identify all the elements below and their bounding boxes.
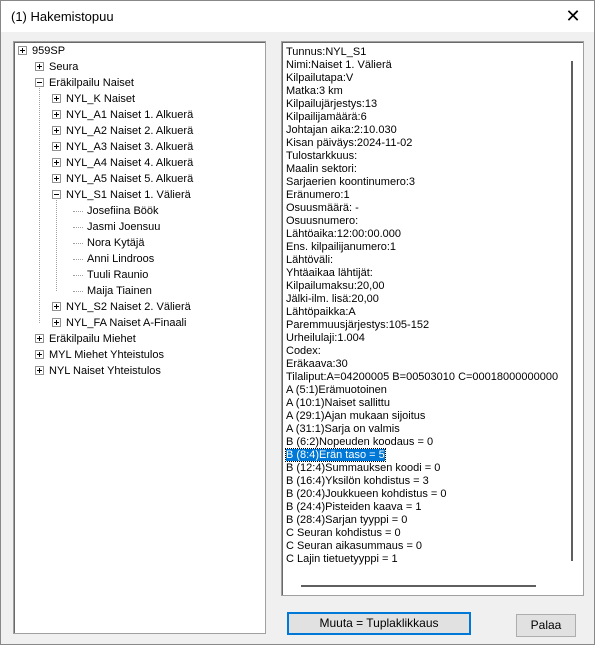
- info-line[interactable]: [286, 280, 384, 293]
- info-line-text: Matka:3 km: [286, 85, 343, 97]
- info-line[interactable]: [286, 46, 366, 59]
- expand-icon[interactable]: [52, 94, 61, 103]
- info-line[interactable]: [286, 241, 396, 254]
- expand-icon[interactable]: [35, 350, 44, 359]
- info-line[interactable]: [286, 540, 422, 553]
- info-line-text: Codex:: [286, 345, 321, 357]
- expand-icon[interactable]: [52, 174, 61, 183]
- edit-button[interactable]: [287, 612, 471, 635]
- tree-item-label: NYL Naiset Yhteistulos: [49, 365, 161, 377]
- info-line[interactable]: [286, 59, 392, 72]
- expand-icon[interactable]: [52, 126, 61, 135]
- tree-item-label: Eräkilpailu Naiset: [49, 77, 134, 89]
- tree-connector: [73, 291, 83, 292]
- collapse-icon[interactable]: [52, 190, 61, 199]
- info-line[interactable]: [286, 449, 385, 462]
- info-line[interactable]: [286, 501, 421, 514]
- info-line-text: Lähtöpaikka:A: [286, 306, 356, 318]
- info-line[interactable]: [286, 319, 429, 332]
- edit-button-label: Muuta = Tuplaklikkaus: [319, 616, 439, 630]
- tree-item-label: NYL_A3 Naiset 3. Alkuerä: [66, 141, 194, 153]
- tree-connector: [73, 243, 83, 244]
- expand-icon[interactable]: [52, 110, 61, 119]
- expand-icon[interactable]: [35, 366, 44, 375]
- info-line[interactable]: [286, 98, 377, 111]
- info-line-text: Lähtöaika:12:00:00.000: [286, 228, 401, 240]
- info-line[interactable]: [286, 85, 343, 98]
- info-line-text: Eränumero:1: [286, 189, 350, 201]
- info-line[interactable]: [286, 254, 333, 267]
- info-line[interactable]: [286, 436, 433, 449]
- info-line[interactable]: [286, 514, 407, 527]
- info-line-text: Kilpailujärjestys:13: [286, 98, 378, 110]
- info-line-text: B (12:4)Summauksen koodi = 0: [286, 462, 441, 474]
- tree-connector: [56, 200, 57, 291]
- info-line-text: Paremmuusjärjestys:105-152: [286, 319, 430, 331]
- tree-connector: [39, 88, 40, 323]
- vertical-scrollbar-thumb[interactable]: [571, 61, 573, 561]
- tree-item-label: NYL_S1 Naiset 1. Välierä: [66, 189, 191, 201]
- info-line[interactable]: [286, 384, 387, 397]
- info-line[interactable]: [286, 345, 321, 358]
- info-line[interactable]: [286, 72, 353, 85]
- tree-item-label: 959SP: [32, 45, 66, 57]
- info-line-text: Kisan päiväys:2024-11-02: [286, 137, 413, 149]
- tree-item-label: NYL_A4 Naiset 4. Alkuerä: [66, 157, 194, 169]
- horizontal-scrollbar[interactable]: [283, 577, 566, 594]
- tree-item-label: NYL_A1 Naiset 1. Alkuerä: [66, 109, 194, 121]
- tree-connector: [73, 259, 83, 260]
- info-line-text: Urheilulaji:1.004: [286, 332, 365, 344]
- info-line[interactable]: [286, 267, 373, 280]
- expand-icon[interactable]: [52, 302, 61, 311]
- tree-item-label: MYL Miehet Yhteistulos: [49, 349, 164, 361]
- info-line-text: B (20:4)Joukkueen kohdistus = 0: [286, 488, 447, 500]
- info-line-text: Johtajan aika:2:10.030: [286, 124, 397, 136]
- tree-item-label: Jasmi Joensuu: [87, 221, 161, 233]
- info-line-text: B (28:4)Sarjan tyyppi = 0: [286, 514, 408, 526]
- info-line-text: Jälki-ilm. lisä:20,00: [286, 293, 379, 305]
- info-line-text: Ens. kilpailijanumero:1: [286, 241, 397, 253]
- info-line-text: Kilpailutapa:V: [286, 72, 354, 84]
- info-line-text: Tunnus:NYL_S1: [286, 46, 367, 58]
- horizontal-scrollbar-thumb[interactable]: [301, 585, 536, 587]
- info-line[interactable]: [286, 111, 367, 124]
- info-line-text: A (5:1)Erämuotoinen: [286, 384, 387, 396]
- collapse-icon[interactable]: [35, 78, 44, 87]
- info-line[interactable]: [286, 176, 415, 189]
- info-line-text: Maalin sektori:: [286, 163, 357, 175]
- info-line-text: Nimi:Naiset 1. Välierä: [286, 59, 392, 71]
- info-line-text: Tilaliput:A=04200005 B=00503010 C=00018000000000: [286, 371, 559, 383]
- info-line-text: Osuusnumero:: [286, 215, 359, 227]
- directory-tree[interactable]: [13, 41, 266, 634]
- info-line[interactable]: [286, 163, 357, 176]
- info-line[interactable]: [286, 332, 365, 345]
- info-line[interactable]: [286, 410, 425, 423]
- tree-item-label: NYL_K Naiset: [66, 93, 136, 105]
- info-line[interactable]: [286, 215, 358, 228]
- info-line[interactable]: [286, 202, 359, 215]
- info-line-text: C Lajin tietuetyyppi = 1: [286, 553, 398, 565]
- tree-connector: [73, 211, 83, 212]
- info-line[interactable]: [286, 228, 401, 241]
- expand-icon[interactable]: [52, 318, 61, 327]
- info-line[interactable]: [286, 150, 357, 163]
- info-line-text: C Seuran aikasummaus = 0: [286, 540, 423, 552]
- title-bar: [1, 1, 594, 32]
- info-line-text: Tulostarkkuus:: [286, 150, 358, 162]
- tree-item-label: Seura: [49, 61, 79, 73]
- tree-item-label: NYL_FA Naiset A-Finaali: [66, 317, 187, 329]
- info-line[interactable]: [286, 293, 379, 306]
- expand-icon[interactable]: [52, 158, 61, 167]
- info-line[interactable]: [286, 397, 390, 410]
- info-line[interactable]: [286, 527, 401, 540]
- expand-icon[interactable]: [35, 334, 44, 343]
- tree-item-label: Tuuli Raunio: [87, 269, 149, 281]
- tree-item-label: Josefiina Böök: [87, 205, 159, 217]
- tree-connector: [73, 275, 83, 276]
- tree-item-label: Eräkilpailu Miehet: [49, 333, 136, 345]
- info-line-text: A (10:1)Naiset sallittu: [286, 397, 390, 409]
- tree-item-label: Maija Tiainen: [87, 285, 152, 297]
- info-line[interactable]: [286, 462, 440, 475]
- info-line-text: Sarjaerien koontinumero:3: [286, 176, 416, 188]
- info-line[interactable]: [286, 358, 348, 371]
- info-line[interactable]: [286, 306, 356, 319]
- tree-item-label: NYL_A2 Naiset 2. Alkuerä: [66, 125, 194, 137]
- info-line-text: B (6:2)Nopeuden koodaus = 0: [286, 436, 434, 448]
- info-line-text: Yhtäaikaa lähtijät:: [286, 267, 373, 279]
- expand-icon[interactable]: [35, 62, 44, 71]
- window-title: (1) Hakemistopuu: [11, 9, 114, 24]
- info-line[interactable]: [286, 124, 397, 137]
- tree-item-label: NYL_A5 Naiset 5. Alkuerä: [66, 173, 194, 185]
- return-button-label: Palaa: [530, 618, 562, 632]
- info-line-text: Lähtöväli:: [286, 254, 334, 266]
- return-button[interactable]: [516, 614, 576, 637]
- tree-connector: [73, 227, 83, 228]
- expand-icon[interactable]: [52, 142, 61, 151]
- info-line[interactable]: [286, 423, 400, 436]
- info-listbox[interactable]: [281, 41, 584, 596]
- info-line-text: Osuusmäärä: -: [286, 202, 359, 214]
- tree-item-label: Anni Lindroos: [87, 253, 155, 265]
- info-line-text: Kilpailumaksu:20,00: [286, 280, 385, 292]
- tree-item-label: Nora Kytäjä: [87, 237, 145, 249]
- info-line[interactable]: [286, 475, 429, 488]
- info-line[interactable]: [286, 371, 558, 384]
- vertical-scrollbar[interactable]: [565, 43, 582, 578]
- info-line-text: A (31:1)Sarja on valmis: [286, 423, 400, 435]
- info-line-text: Kilpailijamäärä:6: [286, 111, 367, 123]
- info-line-text: B (16:4)Yksilön kohdistus = 3: [286, 475, 429, 487]
- close-icon[interactable]: ✕: [565, 6, 581, 26]
- info-line-text: B (24:4)Pisteiden kaava = 1: [286, 501, 422, 513]
- info-line-text: Eräkaava:30: [286, 358, 348, 370]
- info-line-text: C Seuran kohdistus = 0: [286, 527, 401, 539]
- info-line[interactable]: [286, 553, 398, 566]
- info-line[interactable]: [286, 488, 447, 501]
- tree-item-label: NYL_S2 Naiset 2. Välierä: [66, 301, 191, 313]
- expand-icon[interactable]: [18, 46, 27, 55]
- info-line[interactable]: [286, 189, 350, 202]
- info-line-text: B (8:4)Erän taso = 5: [286, 449, 385, 461]
- info-line-text: A (29:1)Ajan mukaan sijoitus: [286, 410, 426, 422]
- info-line[interactable]: [286, 137, 412, 150]
